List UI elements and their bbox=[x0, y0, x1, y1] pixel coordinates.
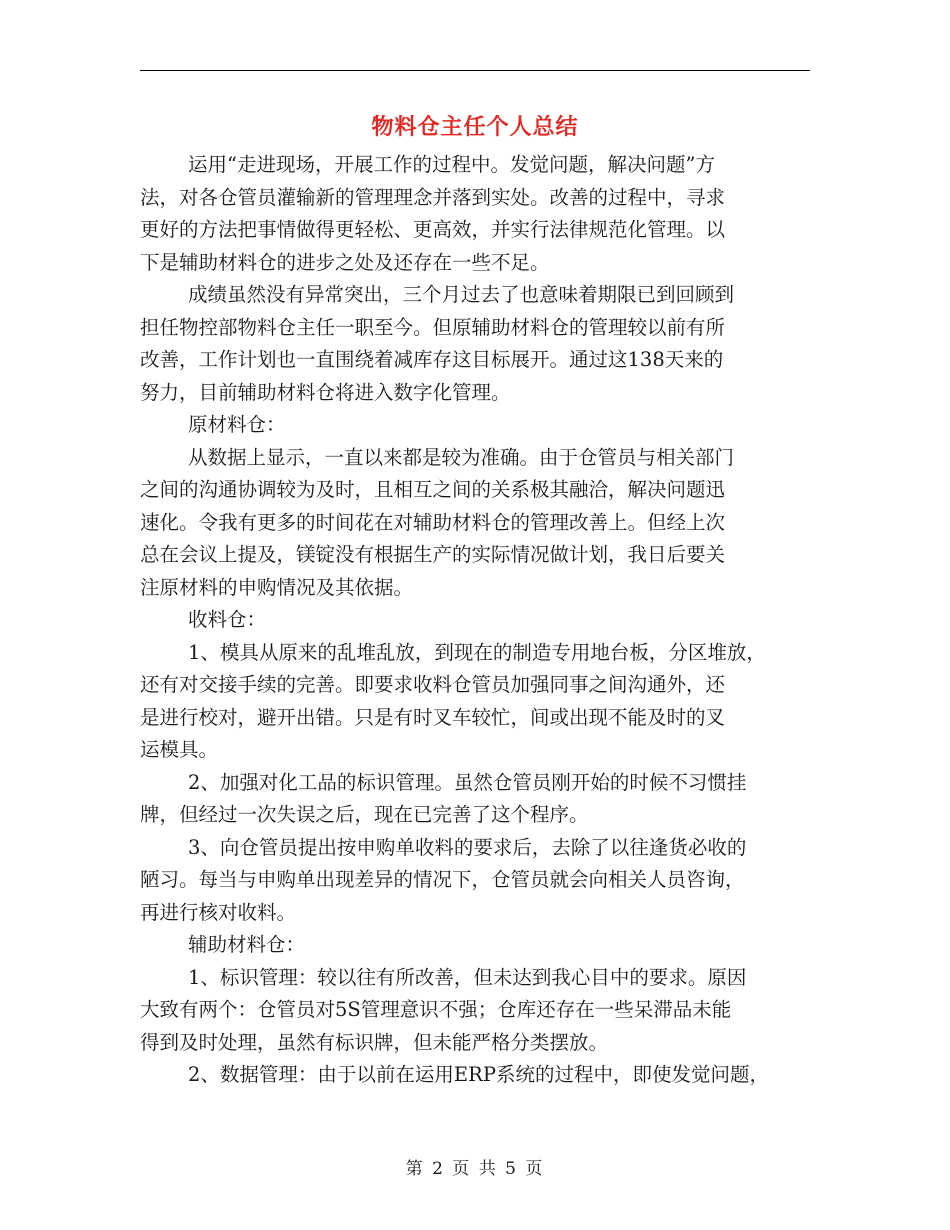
paragraph-3 bbox=[140, 442, 810, 605]
paragraph-6 bbox=[140, 832, 810, 930]
paragraph-line: 努力，目前辅助材料仓将进入数字化管理。 bbox=[140, 380, 511, 404]
paragraph-line: 运模具。 bbox=[140, 738, 219, 761]
paragraph-8 bbox=[140, 1059, 810, 1092]
paragraph-line: 注原材料的申购情况及其依据。 bbox=[140, 575, 414, 599]
paragraph-line: 3、向仓管员提出按申购单收料的要求后，去除了以往逢货必收的 bbox=[188, 835, 747, 859]
paragraph-line: 从数据上显示，一直以来都是较为准确。由于仓管员与相关部门 bbox=[188, 445, 735, 469]
paragraph-line: 之间的沟通协调较为及时，且相互之间的关系极其融洽，解决问题迅 bbox=[140, 478, 726, 501]
paragraph-line: 速化。令我有更多的时间花在对辅助材料仓的管理改善上。但经上次 bbox=[140, 510, 726, 534]
paragraph-2 bbox=[140, 279, 810, 409]
paragraph-line: 大致有两个：仓管员对5S管理意识不强；仓库还存在一些呆滞品未能 bbox=[140, 998, 732, 1021]
paragraph-line: 是进行校对，避开出错。只是有时叉车较忙，间或出现不能及时的叉 bbox=[140, 705, 726, 729]
section-heading-raw-material bbox=[140, 409, 810, 442]
paragraph-line: 1、标识管理：较以往有所改善，但未达到我心目中的要求。原因 bbox=[188, 965, 747, 989]
header-rule bbox=[140, 70, 810, 71]
paragraph-line: 更好的方法把事情做得更轻松、更高效，并实行法律规范化管理。以 bbox=[140, 218, 726, 241]
paragraph-line: 牌，但经过一次失误之后，现在已完善了这个程序。 bbox=[140, 803, 589, 826]
paragraph-4 bbox=[140, 637, 810, 767]
paragraph-7 bbox=[140, 962, 810, 1060]
paragraph-line: 陋习。每当与申购单出现差异的情况下，仓管员就会向相关人员咨询， bbox=[140, 868, 745, 891]
paragraph-line: 成绩虽然没有异常突出，三个月过去了也意味着期限已到回顾到 bbox=[188, 283, 735, 306]
paragraph-line: 1、模具从原来的乱堆乱放，到现在的制造专用地台板，分区堆放， bbox=[188, 640, 766, 664]
paragraph-line: 再进行核对收料。 bbox=[140, 900, 297, 924]
paragraph-line: 下是辅助材料仓的进步之处及还存在一些不足。 bbox=[140, 250, 550, 274]
paragraph-line: 2、加强对化工品的标识管理。虽然仓管员刚开始的时候不习惯挂 bbox=[188, 770, 747, 794]
section-heading: 收料仓： bbox=[188, 608, 267, 631]
section-heading-auxiliary bbox=[140, 929, 810, 962]
paragraph-line: 担任物控部物料仓主任一职至今。但原辅助材料仓的管理较以前有所 bbox=[140, 315, 726, 339]
paragraph-1 bbox=[140, 149, 810, 279]
paragraph-line: 2、数据管理：由于以前在运用ERP系统的过程中，即使发觉问题， bbox=[188, 1063, 769, 1086]
paragraph-line: 总在会议上提及，镁锭没有根据生产的实际情况做计划，我日后要关 bbox=[140, 543, 726, 566]
section-heading: 辅助材料仓： bbox=[188, 933, 306, 956]
paragraph-5 bbox=[140, 767, 810, 832]
page-footer: 第 2 页 共 5 页 bbox=[405, 1159, 545, 1179]
paragraph-line: 法，对各仓管员灌输新的管理理念并落到实处。改善的过程中，寻求 bbox=[140, 185, 726, 209]
paragraph-line: 得到及时处理，虽然有标识牌，但未能严格分类摆放。 bbox=[140, 1030, 609, 1054]
paragraph-line: 运用“走进现场，开展工作的过程中。发觉问题，解决问题”方 bbox=[188, 153, 715, 176]
paragraph-line: 改善，工作计划也一直围绕着减库存这目标展开。通过这138天来的 bbox=[140, 348, 724, 371]
document-body bbox=[140, 149, 810, 1092]
section-heading: 原材料仓： bbox=[188, 413, 286, 436]
document-title: 物料仓主任个人总结 bbox=[371, 114, 579, 140]
paragraph-line: 还有对交接手续的完善。即要求收料仓管员加强同事之间沟通外，还 bbox=[140, 673, 726, 696]
section-heading-receiving bbox=[140, 604, 810, 637]
